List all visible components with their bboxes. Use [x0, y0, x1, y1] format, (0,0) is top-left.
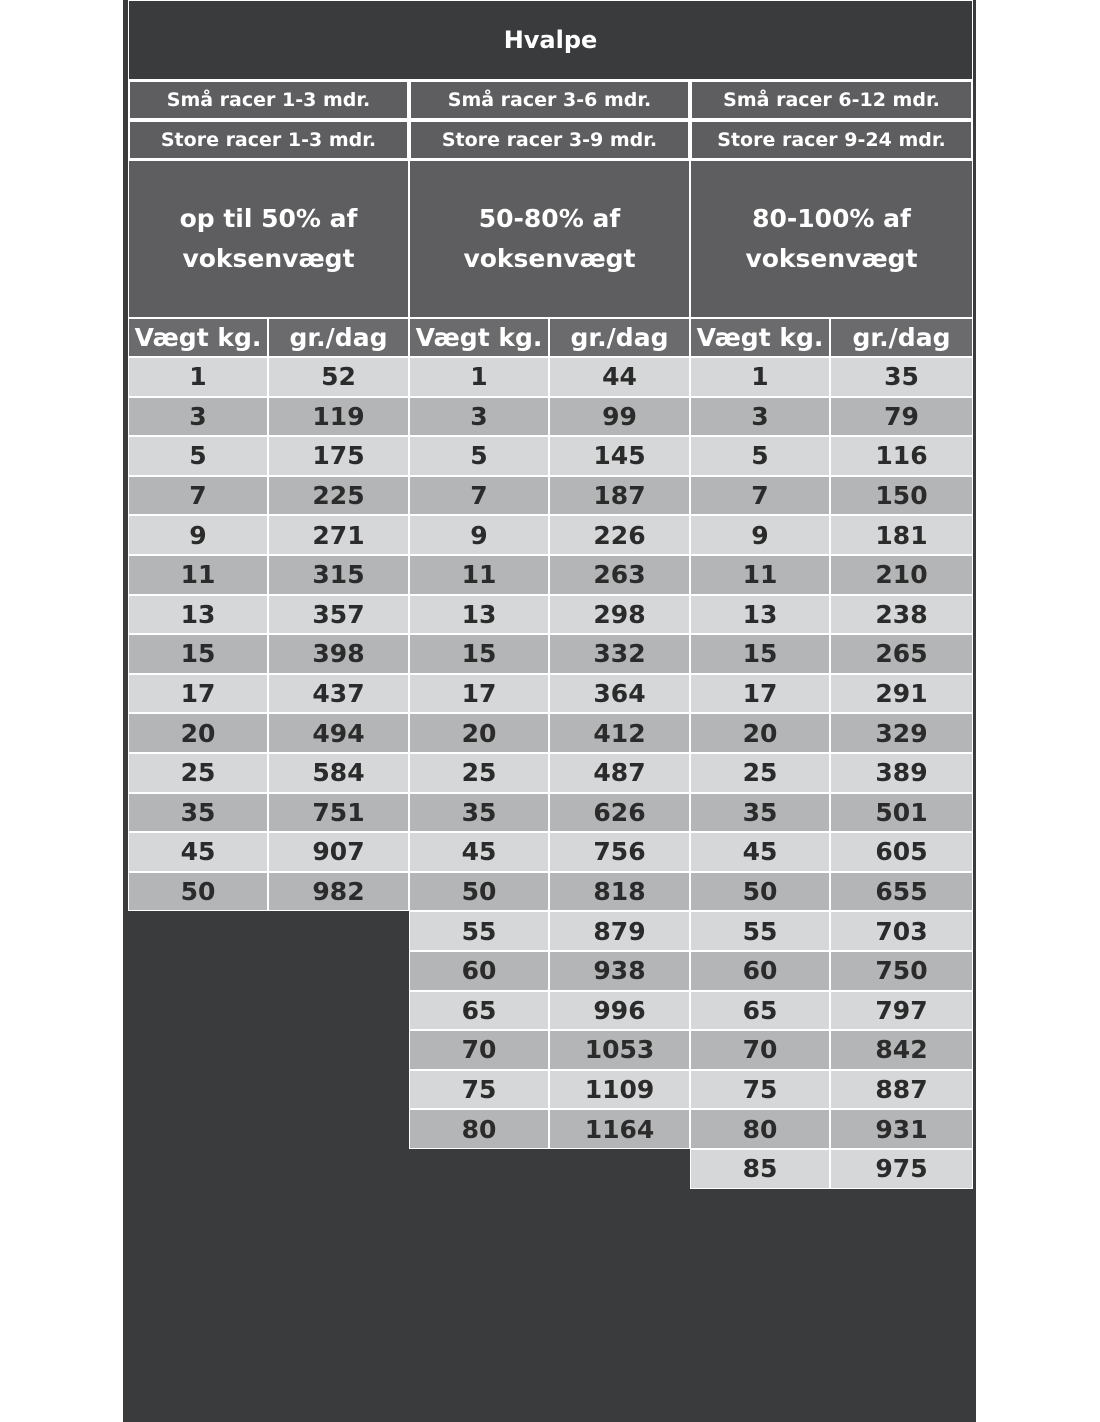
weight-cell: 60 — [690, 951, 830, 991]
grams-cell: 703 — [830, 911, 973, 951]
grams-cell: 1053 — [549, 1030, 690, 1070]
grams-cell: 52 — [268, 357, 409, 397]
weight-cell: 15 — [690, 634, 830, 674]
grams-cell: 119 — [268, 397, 409, 437]
column-header-grams: gr./dag — [830, 318, 973, 357]
adult-weight-share: op til 50% af voksenvægt — [128, 160, 409, 318]
grams-cell: 887 — [830, 1070, 973, 1110]
grams-cell: 412 — [549, 713, 690, 753]
column-header-weight: Vægt kg. — [409, 318, 549, 357]
weight-cell: 20 — [128, 713, 268, 753]
weight-cell: 7 — [409, 476, 549, 516]
weight-cell: 15 — [409, 634, 549, 674]
weight-cell: 60 — [409, 951, 549, 991]
grams-cell: 501 — [830, 793, 973, 833]
weight-cell: 3 — [409, 397, 549, 437]
grams-cell: 437 — [268, 674, 409, 714]
grams-cell: 175 — [268, 436, 409, 476]
grams-cell: 389 — [830, 753, 973, 793]
grams-cell: 315 — [268, 555, 409, 595]
weight-cell: 25 — [409, 753, 549, 793]
weight-cell: 5 — [690, 436, 830, 476]
weight-cell: 9 — [128, 515, 268, 555]
weight-cell: 1 — [128, 357, 268, 397]
grams-cell: 975 — [830, 1149, 973, 1189]
weight-cell: 20 — [409, 713, 549, 753]
large-breeds-age: Store racer 1-3 mdr. — [128, 120, 409, 160]
grams-cell: 879 — [549, 911, 690, 951]
weight-cell: 1 — [409, 357, 549, 397]
grams-cell: 756 — [549, 832, 690, 872]
weight-cell: 1 — [690, 357, 830, 397]
grams-cell: 938 — [549, 951, 690, 991]
weight-cell: 5 — [409, 436, 549, 476]
weight-cell: 80 — [690, 1109, 830, 1149]
weight-cell: 25 — [128, 753, 268, 793]
weight-cell: 25 — [690, 753, 830, 793]
weight-cell: 75 — [690, 1070, 830, 1110]
column-header-grams: gr./dag — [549, 318, 690, 357]
grams-cell: 398 — [268, 634, 409, 674]
weight-cell: 70 — [409, 1030, 549, 1070]
weight-cell: 50 — [690, 872, 830, 912]
grams-cell: 187 — [549, 476, 690, 516]
grams-cell: 626 — [549, 793, 690, 833]
column-header-grams: gr./dag — [268, 318, 409, 357]
weight-cell: 3 — [690, 397, 830, 437]
grams-cell: 298 — [549, 595, 690, 635]
grams-cell: 332 — [549, 634, 690, 674]
weight-cell: 17 — [128, 674, 268, 714]
weight-cell: 35 — [690, 793, 830, 833]
grams-cell: 150 — [830, 476, 973, 516]
grams-cell: 751 — [268, 793, 409, 833]
grams-cell: 225 — [268, 476, 409, 516]
grams-cell: 655 — [830, 872, 973, 912]
grams-cell: 750 — [830, 951, 973, 991]
weight-cell: 17 — [409, 674, 549, 714]
weight-cell: 3 — [128, 397, 268, 437]
grams-cell: 907 — [268, 832, 409, 872]
grams-cell: 99 — [549, 397, 690, 437]
weight-cell: 45 — [409, 832, 549, 872]
weight-cell: 17 — [690, 674, 830, 714]
grams-cell: 797 — [830, 991, 973, 1031]
weight-cell: 70 — [690, 1030, 830, 1070]
column-header-weight: Vægt kg. — [128, 318, 268, 357]
grams-cell: 1109 — [549, 1070, 690, 1110]
weight-cell: 13 — [128, 595, 268, 635]
weight-cell: 35 — [128, 793, 268, 833]
grams-cell: 210 — [830, 555, 973, 595]
grams-cell: 116 — [830, 436, 973, 476]
table-title: Hvalpe — [128, 0, 973, 80]
weight-cell: 50 — [409, 872, 549, 912]
grams-cell: 291 — [830, 674, 973, 714]
grams-cell: 982 — [268, 872, 409, 912]
small-breeds-age: Små racer 3-6 mdr. — [409, 80, 690, 120]
grams-cell: 364 — [549, 674, 690, 714]
grams-cell: 238 — [830, 595, 973, 635]
grams-cell: 818 — [549, 872, 690, 912]
weight-cell: 5 — [128, 436, 268, 476]
grams-cell: 35 — [830, 357, 973, 397]
adult-weight-share: 80-100% af voksenvægt — [690, 160, 973, 318]
weight-cell: 65 — [690, 991, 830, 1031]
grams-cell: 265 — [830, 634, 973, 674]
grams-cell: 1164 — [549, 1109, 690, 1149]
weight-cell: 35 — [409, 793, 549, 833]
grams-cell: 842 — [830, 1030, 973, 1070]
small-breeds-age: Små racer 6-12 mdr. — [690, 80, 973, 120]
grams-cell: 79 — [830, 397, 973, 437]
weight-cell: 75 — [409, 1070, 549, 1110]
weight-cell: 55 — [409, 911, 549, 951]
small-breeds-age: Små racer 1-3 mdr. — [128, 80, 409, 120]
adult-weight-share: 50-80% af voksenvægt — [409, 160, 690, 318]
large-breeds-age: Store racer 3-9 mdr. — [409, 120, 690, 160]
weight-cell: 11 — [128, 555, 268, 595]
grams-cell: 487 — [549, 753, 690, 793]
weight-cell: 7 — [128, 476, 268, 516]
weight-cell: 55 — [690, 911, 830, 951]
grams-cell: 584 — [268, 753, 409, 793]
weight-cell: 11 — [409, 555, 549, 595]
grams-cell: 357 — [268, 595, 409, 635]
weight-cell: 20 — [690, 713, 830, 753]
grams-cell: 145 — [549, 436, 690, 476]
weight-cell: 80 — [409, 1109, 549, 1149]
weight-cell: 65 — [409, 991, 549, 1031]
weight-cell: 13 — [690, 595, 830, 635]
grams-cell: 263 — [549, 555, 690, 595]
weight-cell: 85 — [690, 1149, 830, 1189]
weight-cell: 50 — [128, 872, 268, 912]
grams-cell: 494 — [268, 713, 409, 753]
weight-cell: 7 — [690, 476, 830, 516]
column-header-weight: Vægt kg. — [690, 318, 830, 357]
weight-cell: 15 — [128, 634, 268, 674]
weight-cell: 9 — [690, 515, 830, 555]
grams-cell: 996 — [549, 991, 690, 1031]
weight-cell: 45 — [690, 832, 830, 872]
grams-cell: 181 — [830, 515, 973, 555]
weight-cell: 9 — [409, 515, 549, 555]
weight-cell: 45 — [128, 832, 268, 872]
grams-cell: 931 — [830, 1109, 973, 1149]
grams-cell: 329 — [830, 713, 973, 753]
weight-cell: 13 — [409, 595, 549, 635]
grams-cell: 226 — [549, 515, 690, 555]
grams-cell: 271 — [268, 515, 409, 555]
weight-cell: 11 — [690, 555, 830, 595]
grams-cell: 605 — [830, 832, 973, 872]
grams-cell: 44 — [549, 357, 690, 397]
large-breeds-age: Store racer 9-24 mdr. — [690, 120, 973, 160]
